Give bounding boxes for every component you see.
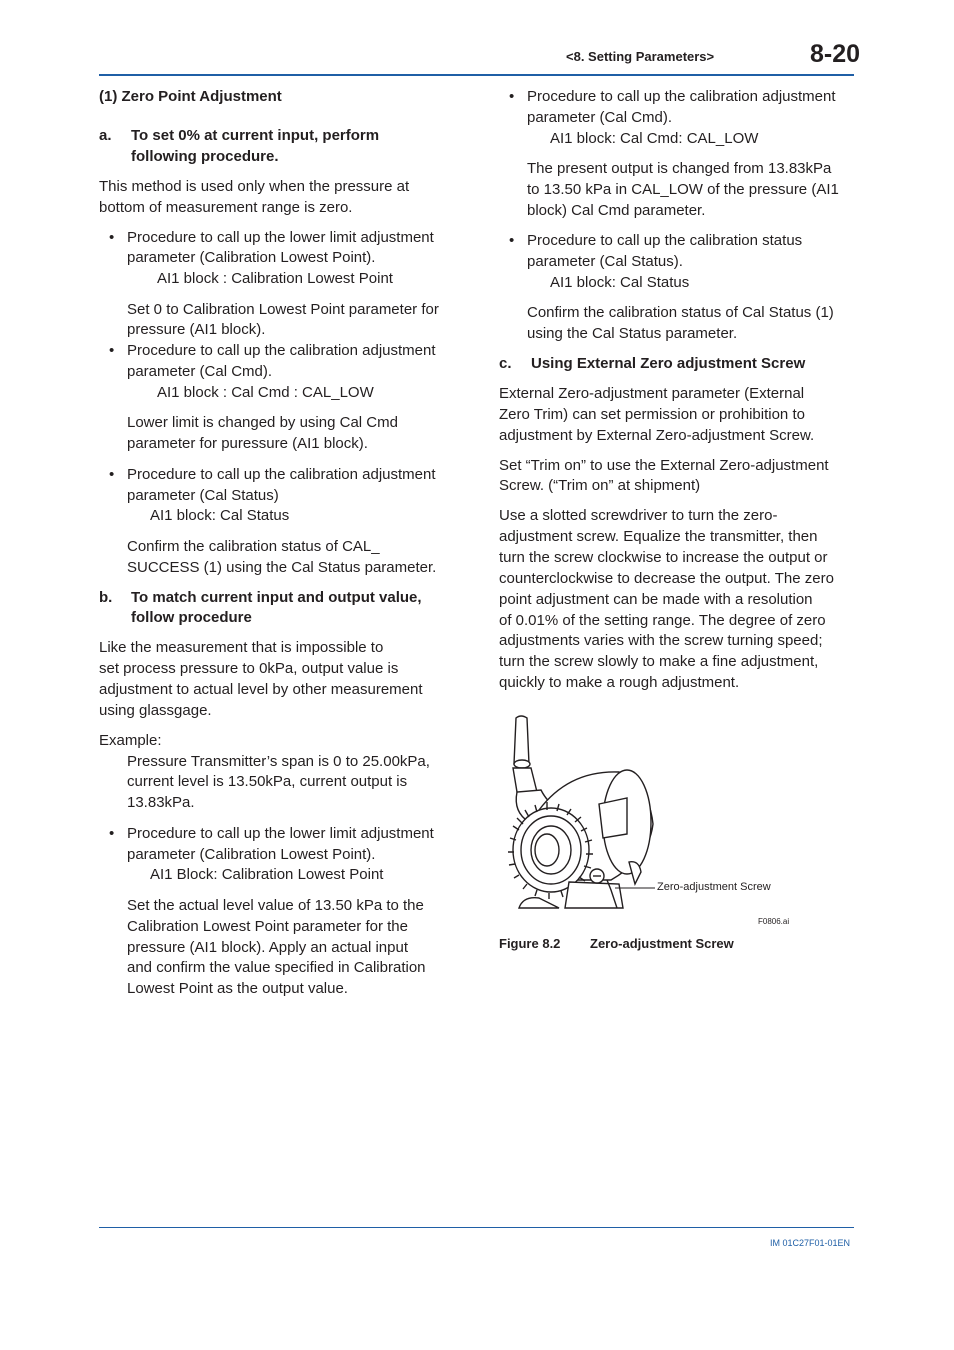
step-c-label: c. xyxy=(499,355,512,372)
paragraph: SUCCESS (1) using the Cal Status parameter. xyxy=(127,559,437,576)
parameter-path: AI1 block : Cal Cmd : CAL_LOW xyxy=(157,384,374,401)
paragraph: Lower limit is changed by using Cal Cmd xyxy=(127,414,398,431)
bullet-icon: • xyxy=(109,825,115,842)
page-number: 8-20 xyxy=(810,40,861,68)
paragraph: Confirm the calibration status of CAL_ xyxy=(127,538,380,555)
step-b-heading xyxy=(99,587,422,608)
example-text: 13.83kPa. xyxy=(127,794,195,811)
bullet-text: parameter (Cal Status) xyxy=(127,487,279,504)
paragraph: adjustment screw. Equalize the transmitter, then xyxy=(499,528,818,545)
paragraph: using the Cal Status parameter. xyxy=(527,325,738,342)
parameter-path: AI1 block: Cal Status xyxy=(550,274,690,291)
bullet-icon: • xyxy=(509,88,515,105)
paragraph: point adjustment can be made with a resolution xyxy=(499,591,813,608)
step-c-title: Using External Zero adjustment Screw xyxy=(531,355,806,372)
paragraph: Set “Trim on” to use the External Zero-adjustment xyxy=(499,457,829,474)
step-b-title-2: follow procedure xyxy=(131,609,252,626)
subsection-heading: (1) Zero Point Adjustment xyxy=(99,88,282,105)
paragraph: to 13.50 kPa in CAL_LOW of the pressure (AI1 xyxy=(527,181,839,198)
step-b-label: b. xyxy=(99,589,113,606)
header-rule xyxy=(99,74,854,76)
example-text: Pressure Transmitter’s span is 0 to 25.00kPa, xyxy=(127,753,430,770)
bullet-text: Procedure to call up the lower limit adjustment xyxy=(127,229,434,246)
step-a-title-1: To set 0% at current input, perform xyxy=(131,127,380,144)
parameter-path: AI1 block: Cal Status xyxy=(150,507,290,524)
example-text: current level is 13.50kPa, current output is xyxy=(127,773,408,790)
bullet-text: Procedure to call up the lower limit adjustment xyxy=(127,825,434,842)
bullet-icon: • xyxy=(109,466,115,483)
paragraph: External Zero-adjustment parameter (External xyxy=(499,385,805,402)
figure-title: Zero-adjustment Screw xyxy=(590,936,734,951)
bullet-text: parameter (Cal Cmd). xyxy=(527,109,673,126)
bullet-text: Procedure to call up the calibration status xyxy=(527,232,803,249)
paragraph: pressure (AI1 block). xyxy=(127,321,266,338)
figure-callout: Zero-adjustment Screw xyxy=(657,881,771,893)
figure-file-id: F0806.ai xyxy=(758,917,790,926)
bullet-text: Procedure to call up the calibration adjustment xyxy=(127,342,436,359)
bullet-icon: • xyxy=(109,229,115,246)
bullet-text: parameter (Cal Status). xyxy=(527,253,683,270)
bullet-icon: • xyxy=(509,232,515,249)
footer-rule xyxy=(99,1227,854,1228)
paragraph: counterclockwise to decrease the output. The zero xyxy=(499,570,834,587)
paragraph: Like the measurement that is impossible to xyxy=(99,639,384,656)
parameter-path: AI1 block: Cal Cmd: CAL_LOW xyxy=(550,130,759,147)
bullet-text: parameter (Cal Cmd). xyxy=(127,363,273,380)
section-title: <8. Setting Parameters> xyxy=(566,49,715,64)
bullet-text: parameter (Calibration Lowest Point). xyxy=(127,846,376,863)
paragraph: pressure (AI1 block). Apply an actual input xyxy=(127,939,408,956)
bullet-text: parameter (Calibration Lowest Point). xyxy=(127,249,376,266)
paragraph: Use a slotted screwdriver to turn the zero- xyxy=(499,507,778,524)
paragraph: and confirm the value specified in Calibration xyxy=(127,959,426,976)
paragraph: The present output is changed from 13.83kPa xyxy=(527,160,832,177)
example-label: Example: xyxy=(99,732,162,749)
paragraph: Lowest Point as the output value. xyxy=(127,980,348,997)
paragraph: block) Cal Cmd parameter. xyxy=(527,202,706,219)
step-a-label: a. xyxy=(99,127,112,144)
paragraph: Set the actual level value of 13.50 kPa to the xyxy=(127,897,424,914)
step-b-title-1: To match current input and output value, xyxy=(131,589,422,606)
paragraph: This method is used only when the pressure at xyxy=(99,178,410,195)
figure-caption xyxy=(499,936,734,951)
bullet-icon: • xyxy=(109,342,115,359)
paragraph: Confirm the calibration status of Cal Status (1) xyxy=(527,304,834,321)
paragraph: quickly to make a rough adjustment. xyxy=(499,674,740,691)
paragraph: adjustment by External Zero-adjustment Screw. xyxy=(499,427,815,444)
paragraph: turn the screw clockwise to increase the output or xyxy=(499,549,828,566)
paragraph: bottom of measurement range is zero. xyxy=(99,199,353,216)
paragraph: Set 0 to Calibration Lowest Point parameter for xyxy=(127,301,439,318)
parameter-path: AI1 Block: Calibration Lowest Point xyxy=(150,866,384,883)
paragraph: of 0.01% of the setting range. The degree of zero xyxy=(499,612,826,629)
paragraph: Zero Trim) can set permission or prohibition to xyxy=(499,406,805,423)
paragraph: adjustment to actual level by other measurement xyxy=(99,681,423,698)
paragraph: set process pressure to 0kPa, output value is xyxy=(99,660,399,677)
step-c-heading xyxy=(499,353,805,374)
paragraph: parameter for puressure (AI1 block). xyxy=(127,435,368,452)
paragraph: adjustments varies with the screw turning speed; xyxy=(499,632,823,649)
step-a-title-2: following procedure. xyxy=(131,148,279,165)
paragraph: Calibration Lowest Point parameter for the xyxy=(127,918,408,935)
paragraph: Screw. (“Trim on” at shipment) xyxy=(499,477,701,494)
figure-number: Figure 8.2 xyxy=(499,936,561,951)
bullet-text: Procedure to call up the calibration adjustment xyxy=(527,88,836,105)
document-code: IM 01C27F01-01EN xyxy=(770,1238,851,1248)
parameter-path: AI1 block : Calibration Lowest Point xyxy=(157,270,393,287)
paragraph: using glassgage. xyxy=(99,702,212,719)
transmitter-illustration xyxy=(499,712,799,930)
paragraph: turn the screw slowly to make a fine adjustment, xyxy=(499,653,819,670)
bullet-text: Procedure to call up the calibration adjustment xyxy=(127,466,436,483)
step-a-heading xyxy=(99,125,379,146)
